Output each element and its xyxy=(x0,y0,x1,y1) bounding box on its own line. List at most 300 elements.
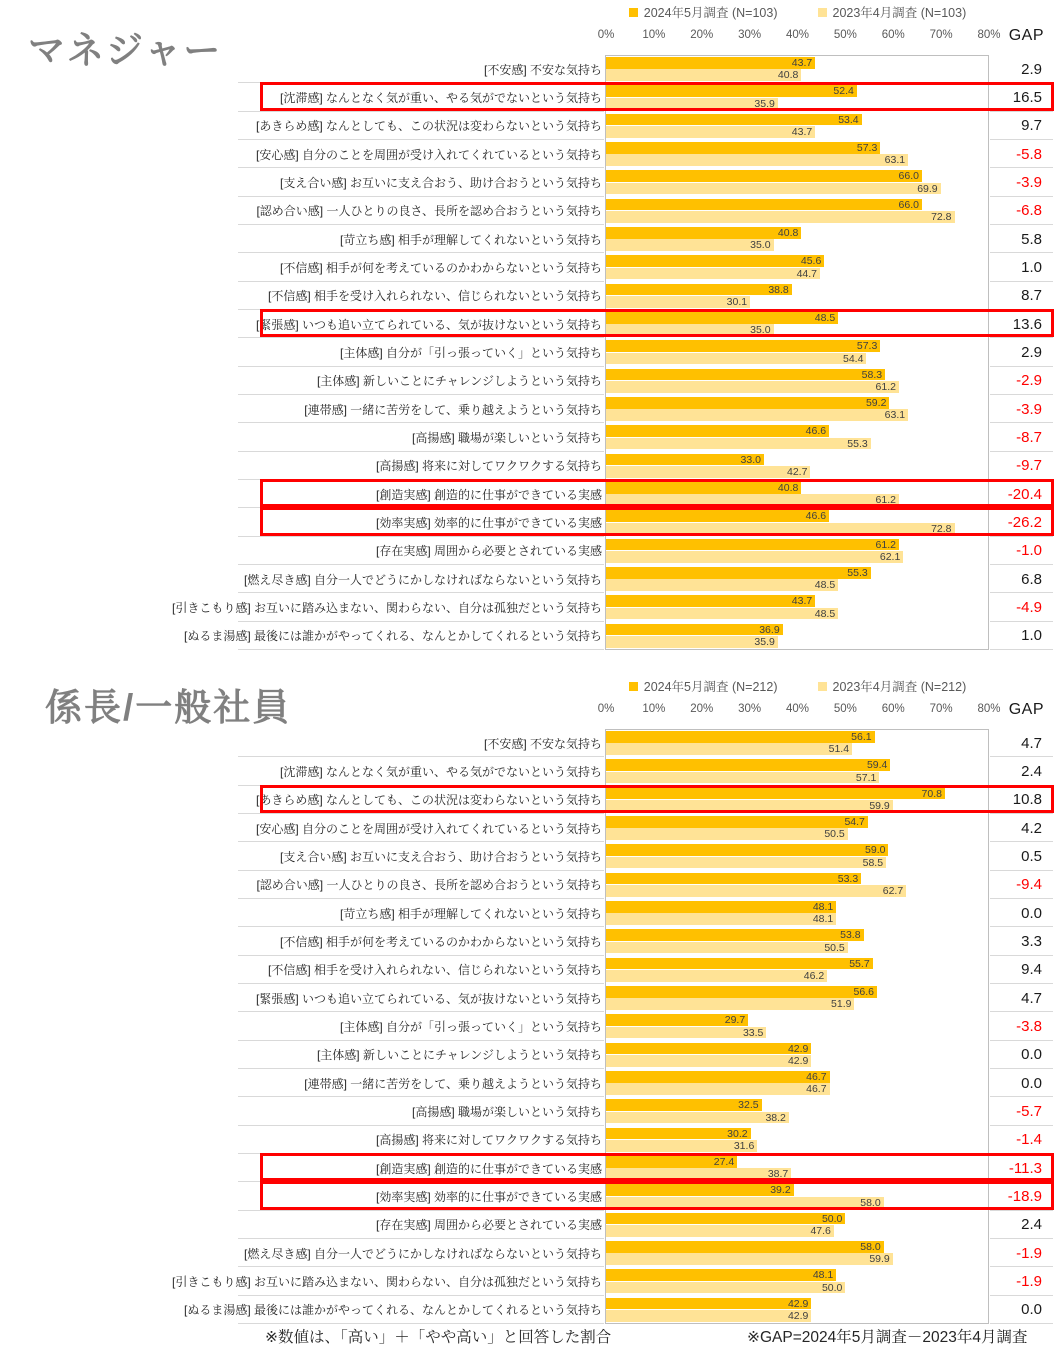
bar-value-label: 50.0 xyxy=(821,1281,843,1294)
bar-group xyxy=(606,423,989,451)
footnote-gap-definition: ※GAP=2024年5月調査－2023年4月調査 xyxy=(747,1329,1028,1346)
bar-2024 xyxy=(606,340,880,352)
bar-value-label: 61.2 xyxy=(875,380,896,393)
gap-value: 5.8 xyxy=(1021,230,1042,248)
bar-value-label: 43.7 xyxy=(791,125,813,138)
bar-value-label: 62.7 xyxy=(882,884,904,897)
bar-value-label: 57.3 xyxy=(856,141,878,154)
bar-value-label: 33.5 xyxy=(742,1026,764,1039)
gap-value: 1.0 xyxy=(1021,627,1042,645)
gap-value: -4.9 xyxy=(1016,598,1042,616)
gap-value: 16.5 xyxy=(1012,88,1042,106)
gap-value: 4.7 xyxy=(1021,734,1042,752)
chart-row xyxy=(0,927,1055,955)
bar-value-label: 35.0 xyxy=(750,324,771,337)
bar-value-label: 38.2 xyxy=(765,1111,786,1124)
chart-row xyxy=(0,814,1055,842)
bar-value-label: 46.7 xyxy=(806,1070,827,1083)
bar-value-label: 50.0 xyxy=(821,1212,843,1225)
bar-value-label: 58.0 xyxy=(860,1196,881,1209)
category-label: [高揚感] 職場が楽しいという気持ち xyxy=(411,430,602,445)
category-label: [沈滞感] なんとなく気が重い、やる気がでないという気持ち xyxy=(279,90,602,105)
bar-group xyxy=(606,899,989,927)
bar-2023 xyxy=(606,409,908,421)
bar-value-label: 35.9 xyxy=(754,97,775,110)
bar-2023 xyxy=(606,1112,789,1124)
bar-value-label: 48.1 xyxy=(812,913,834,926)
bar-value-label: 30.2 xyxy=(727,1127,748,1140)
bar-group xyxy=(606,927,989,955)
chart-staff xyxy=(0,674,1055,1350)
bar-2023 xyxy=(606,268,820,280)
bar-group xyxy=(606,282,989,310)
bar-value-label: 46.2 xyxy=(803,969,825,982)
category-label: [燃え尽き感] 自分一人でどうにかしなければならないという気持ち xyxy=(243,1246,602,1261)
chart-row xyxy=(0,1211,1055,1239)
chart-row xyxy=(0,956,1055,984)
bar-value-label: 57.3 xyxy=(856,340,878,353)
category-label: [存在実感] 周囲から必要とされている実感 xyxy=(375,544,602,559)
bar-group xyxy=(606,1126,989,1154)
bar-group xyxy=(606,112,989,140)
chart-row xyxy=(0,1126,1055,1154)
highlight-box xyxy=(260,1181,1054,1209)
bar-2024 xyxy=(606,1043,811,1055)
category-label: [安心感] 自分のことを周囲が受け入れてくれているという気持ち xyxy=(255,147,602,162)
chart-row xyxy=(0,899,1055,927)
bar-2023 xyxy=(606,1253,893,1265)
bar-group xyxy=(606,1211,989,1239)
gap-value: -11.3 xyxy=(1008,1159,1042,1177)
legend-swatch-2024-icon xyxy=(629,8,638,17)
bar-2023 xyxy=(606,126,815,138)
bar-value-label: 57.1 xyxy=(855,771,877,784)
bar-rows xyxy=(0,55,1055,650)
category-label: [主体感] 自分が「引っ張っていく」という気持ち xyxy=(339,1019,602,1034)
legend-label-2023: 2023年4月調査 (N=212) xyxy=(832,680,967,694)
bar-2023 xyxy=(606,296,750,308)
chart-row xyxy=(0,225,1055,253)
gap-value: 2.9 xyxy=(1021,60,1042,78)
bar-value-label: 38.7 xyxy=(767,1168,789,1181)
bar-value-label: 59.4 xyxy=(866,759,888,772)
gap-value: 0.0 xyxy=(1021,904,1042,922)
bar-group xyxy=(606,253,989,281)
axis-tick-label: 10% xyxy=(642,703,666,715)
bar-2023 xyxy=(606,970,827,982)
bar-value-label: 35.9 xyxy=(754,635,775,648)
axis-tick-label: 70% xyxy=(929,703,953,715)
gap-column-header: GAP xyxy=(1008,701,1044,718)
highlight-box xyxy=(260,1153,1054,1181)
bar-value-label: 46.6 xyxy=(805,510,827,523)
category-label: [燃え尽き感] 自分一人でどうにかしなければならないという気持ち xyxy=(243,572,602,587)
bar-2024 xyxy=(606,539,899,551)
x-axis xyxy=(0,703,1055,720)
chart-row xyxy=(0,112,1055,140)
bar-group xyxy=(606,956,989,984)
category-label: [安心感] 自分のことを周囲が受け入れてくれているという気持ち xyxy=(255,821,602,836)
gap-value: -18.9 xyxy=(1007,1187,1042,1205)
highlight-box xyxy=(260,82,1054,110)
legend-item-2024 xyxy=(629,3,778,21)
bar-value-label: 66.0 xyxy=(898,198,919,211)
bar-2024 xyxy=(606,816,868,828)
legend xyxy=(606,3,989,21)
category-label: [引きこもり感] お互いに踏み込まない、関わらない、自分は孤独だという気持ち xyxy=(171,600,602,615)
bar-value-label: 59.2 xyxy=(865,396,887,409)
gap-value: -5.8 xyxy=(1016,145,1042,163)
chart-row xyxy=(0,757,1055,785)
category-label: [沈滞感] なんとなく気が重い、やる気がでないという気持ち xyxy=(279,764,602,779)
bar-group xyxy=(606,1012,989,1040)
bar-value-label: 51.9 xyxy=(831,998,852,1011)
bar-2023 xyxy=(606,69,801,81)
axis-tick-label: 50% xyxy=(833,29,857,41)
gap-value: 13.6 xyxy=(1012,315,1042,333)
bar-2023 xyxy=(606,154,908,166)
legend-label-2023: 2023年4月調査 (N=103) xyxy=(832,6,967,20)
bar-2023 xyxy=(606,942,848,954)
bar-2023 xyxy=(606,998,854,1010)
gap-value: -1.9 xyxy=(1016,1244,1042,1262)
gap-value: 2.9 xyxy=(1021,343,1042,361)
x-axis xyxy=(0,29,1055,46)
bar-value-label: 62.1 xyxy=(879,550,901,563)
category-label: [主体感] 新しいことにチャレンジしようという気持ち xyxy=(316,1048,602,1063)
chart-title: マネジャー xyxy=(28,30,223,71)
bar-2024 xyxy=(606,873,861,885)
chart-row xyxy=(0,367,1055,395)
bar-2024 xyxy=(606,454,764,466)
bar-value-label: 61.2 xyxy=(875,538,896,551)
gap-value: 10.8 xyxy=(1012,791,1042,809)
bar-value-label: 43.7 xyxy=(791,595,813,608)
gap-value: 1.0 xyxy=(1021,258,1042,276)
bar-value-label: 33.0 xyxy=(740,453,761,466)
highlight-box xyxy=(260,507,1054,535)
axis-tick-label: 80% xyxy=(977,29,1001,41)
gap-value: 0.0 xyxy=(1021,1301,1042,1319)
gap-value: 4.2 xyxy=(1021,819,1042,837)
bar-value-label: 29.7 xyxy=(724,1014,746,1027)
bar-2023 xyxy=(606,239,774,251)
bar-2024 xyxy=(606,397,889,409)
bar-2024 xyxy=(606,986,877,998)
bar-group xyxy=(606,814,989,842)
bar-2024 xyxy=(606,1014,748,1026)
bar-2023 xyxy=(606,438,871,450)
bar-value-label: 63.1 xyxy=(884,409,906,422)
bar-2023 xyxy=(606,608,838,620)
axis-tick-label: 40% xyxy=(785,703,810,715)
bar-value-label: 27.4 xyxy=(713,1155,735,1168)
bar-2024 xyxy=(606,227,801,239)
bar-group xyxy=(606,1041,989,1069)
category-label: [連帯感] 一緒に苦労をして、乗り越えようという気持ち xyxy=(304,1076,602,1091)
bar-value-label: 52.4 xyxy=(833,85,854,98)
bar-group xyxy=(606,225,989,253)
bar-value-label: 56.6 xyxy=(853,985,874,998)
bar-value-label: 38.8 xyxy=(768,283,789,296)
chart-row xyxy=(0,55,1055,83)
bar-2024 xyxy=(606,255,824,267)
category-label: [創造実感] 創造的に仕事ができている実感 xyxy=(375,1161,602,1176)
chart-row xyxy=(0,1267,1055,1295)
gap-value: -2.9 xyxy=(1016,372,1042,390)
bar-2023 xyxy=(606,551,903,563)
gap-value: -26.2 xyxy=(1007,513,1042,531)
bar-value-label: 42.9 xyxy=(787,1309,809,1322)
bar-value-label: 42.9 xyxy=(787,1042,809,1055)
bar-group xyxy=(606,395,989,423)
bar-value-label: 30.1 xyxy=(726,295,748,308)
axis-tick-label: 20% xyxy=(690,29,714,41)
chart-row xyxy=(0,168,1055,196)
category-label: [効率実感] 効率的に仕事ができている実感 xyxy=(375,1189,602,1204)
chart-row xyxy=(0,984,1055,1012)
category-label: [ぬるま湯感] 最後には誰かがやってくれる、なんとかしてくれるという気持ち xyxy=(183,1303,602,1318)
legend xyxy=(606,677,989,695)
bar-group xyxy=(606,168,989,196)
bar-2023 xyxy=(606,828,848,840)
bar-group xyxy=(606,622,989,650)
bar-value-label: 66.0 xyxy=(898,170,919,183)
bar-value-label: 55.7 xyxy=(849,957,870,970)
bar-value-label: 40.8 xyxy=(777,226,799,239)
axis-tick-label: 60% xyxy=(881,29,905,41)
gap-value: 2.4 xyxy=(1021,1216,1042,1234)
bar-value-label: 39.2 xyxy=(770,1184,791,1197)
gap-value: -9.7 xyxy=(1016,457,1042,475)
bar-rows xyxy=(0,729,1055,1324)
bar-2024 xyxy=(606,284,792,296)
category-label: [高揚感] 将来に対してワクワクする気持ち xyxy=(375,459,602,474)
bar-2024 xyxy=(606,929,864,941)
bar-2023 xyxy=(606,1027,766,1039)
bar-value-label: 63.1 xyxy=(884,154,906,167)
bar-value-label: 58.3 xyxy=(861,368,883,381)
bar-value-label: 44.7 xyxy=(796,267,817,280)
gap-value: -9.4 xyxy=(1016,876,1042,894)
bar-group xyxy=(606,197,989,225)
axis-tick-label: 40% xyxy=(785,29,810,41)
gap-value: -3.8 xyxy=(1016,1017,1042,1035)
footnote-values-definition: ※数値は、「高い」＋「やや高い」と回答した割合 xyxy=(265,1329,612,1346)
category-label: [高揚感] 職場が楽しいという気持ち xyxy=(411,1104,602,1119)
bar-group xyxy=(606,1267,989,1295)
axis-tick-label: 10% xyxy=(642,29,666,41)
bar-2024 xyxy=(606,624,783,636)
highlight-box xyxy=(260,309,1054,337)
gap-value: 8.7 xyxy=(1021,287,1042,305)
bar-value-label: 69.9 xyxy=(917,182,938,195)
bar-group xyxy=(606,55,989,83)
row-separator xyxy=(238,649,604,650)
bar-value-label: 72.8 xyxy=(931,210,952,223)
bar-value-label: 47.6 xyxy=(810,1224,831,1237)
category-label: [主体感] 自分が「引っ張っていく」という気持ち xyxy=(339,345,602,360)
bar-value-label: 48.5 xyxy=(814,607,836,620)
bar-2023 xyxy=(606,885,906,897)
bar-value-label: 53.8 xyxy=(840,929,861,942)
bar-group xyxy=(606,367,989,395)
category-label: [苛立ち感] 相手が理解してくれないという気持ち xyxy=(339,906,602,921)
bar-value-label: 50.5 xyxy=(824,828,845,841)
legend-label-2024: 2024年5月調査 (N=212) xyxy=(643,680,778,694)
bar-value-label: 50.5 xyxy=(824,941,845,954)
chart-row xyxy=(0,729,1055,757)
category-label: [あきらめ感] なんとしても、この状況は変わらないという気持ち xyxy=(255,119,602,134)
bar-value-label: 48.5 xyxy=(814,311,836,324)
bar-2024 xyxy=(606,114,862,126)
chart-row xyxy=(0,871,1055,899)
gap-value: -3.9 xyxy=(1016,400,1042,418)
legend-item-2024 xyxy=(629,677,778,695)
chart-row xyxy=(0,452,1055,480)
bar-group xyxy=(606,452,989,480)
bar-2024 xyxy=(606,1298,811,1310)
axis-tick-label: 0% xyxy=(597,29,615,41)
category-label: [存在実感] 周囲から必要とされている実感 xyxy=(375,1218,602,1233)
category-label: [不信感] 相手を受け入れられない、信じられないという気持ち xyxy=(267,289,602,304)
gap-value: 2.4 xyxy=(1021,762,1042,780)
bar-value-label: 61.2 xyxy=(875,494,896,507)
row-separator xyxy=(238,1323,604,1324)
bar-value-label: 59.9 xyxy=(869,1253,890,1266)
bar-group xyxy=(606,871,989,899)
bar-value-label: 72.8 xyxy=(931,522,952,535)
axis-tick-label: 50% xyxy=(833,703,857,715)
bar-value-label: 55.3 xyxy=(847,566,868,579)
bar-value-label: 48.5 xyxy=(814,579,836,592)
bar-value-label: 40.8 xyxy=(777,481,799,494)
chart-title: 係長/一般社員 xyxy=(45,687,292,728)
category-label: [引きこもり感] お互いに踏み込まない、関わらない、自分は孤独だという気持ち xyxy=(171,1274,602,1289)
bar-value-label: 58.0 xyxy=(860,1240,881,1253)
bar-group xyxy=(606,593,989,621)
chart-row xyxy=(0,423,1055,451)
bar-group xyxy=(606,140,989,168)
bar-2023 xyxy=(606,1282,845,1294)
bar-value-label: 45.6 xyxy=(800,255,822,268)
bar-value-label: 42.9 xyxy=(787,1054,809,1067)
category-label: [支え合い感] お互いに支え合おう、助け合おうという気持ち xyxy=(279,849,602,864)
bar-2024 xyxy=(606,57,815,69)
bar-group xyxy=(606,565,989,593)
legend-item-2023 xyxy=(818,677,967,695)
chart-row xyxy=(0,253,1055,281)
bar-2024 xyxy=(606,142,880,154)
bar-value-label: 59.9 xyxy=(869,799,890,812)
bar-2024 xyxy=(606,1128,751,1140)
bar-value-label: 35.0 xyxy=(750,239,771,252)
bar-value-label: 32.5 xyxy=(738,1099,759,1112)
chart-row xyxy=(0,593,1055,621)
axis-tick-label: 70% xyxy=(929,29,953,41)
bar-value-label: 36.9 xyxy=(759,623,780,636)
category-label: [認め合い感] 一人ひとりの良さ、長所を認め合おうという気持ち xyxy=(256,878,602,893)
bar-2023 xyxy=(606,772,879,784)
chart-row xyxy=(0,1097,1055,1125)
category-label: [高揚感] 将来に対してワクワクする気持ち xyxy=(375,1133,602,1148)
bar-group xyxy=(606,984,989,1012)
bar-2024 xyxy=(606,1241,884,1253)
gap-value: -8.7 xyxy=(1016,428,1042,446)
legend-swatch-2023-icon xyxy=(818,8,827,17)
bar-2023 xyxy=(606,636,778,648)
bar-2024 xyxy=(606,1099,762,1111)
bar-value-label: 48.1 xyxy=(812,1269,834,1282)
bar-2024 xyxy=(606,199,922,211)
chart-row xyxy=(0,622,1055,650)
bar-group xyxy=(606,729,989,757)
chart-row xyxy=(0,537,1055,565)
legend-swatch-2023-icon xyxy=(818,682,827,691)
bar-value-label: 46.7 xyxy=(806,1083,827,1096)
chart-row xyxy=(0,565,1055,593)
gap-value: -1.9 xyxy=(1016,1272,1042,1290)
gap-value: -20.4 xyxy=(1007,485,1042,503)
bar-value-label: 40.8 xyxy=(777,69,799,82)
bar-group xyxy=(606,1097,989,1125)
gap-value: -6.8 xyxy=(1016,202,1042,220)
category-label: [不安感] 不安な気持ち xyxy=(483,736,602,751)
bar-2023 xyxy=(606,1055,811,1067)
bar-value-label: 59.0 xyxy=(865,844,886,857)
gap-value: -1.4 xyxy=(1016,1131,1042,1149)
bar-group xyxy=(606,842,989,870)
legend-swatch-2024-icon xyxy=(629,682,638,691)
chart-row xyxy=(0,338,1055,366)
bar-2023 xyxy=(606,1225,834,1237)
chart-row xyxy=(0,1041,1055,1069)
chart-row xyxy=(0,282,1055,310)
axis-tick-label: 30% xyxy=(738,29,762,41)
bar-2024 xyxy=(606,759,890,771)
axis-tick-label: 60% xyxy=(881,703,905,715)
bar-2024 xyxy=(606,901,836,913)
bar-2024 xyxy=(606,425,829,437)
category-label: [苛立ち感] 相手が理解してくれないという気持ち xyxy=(339,232,602,247)
bar-group xyxy=(606,757,989,785)
axis-tick-label: 30% xyxy=(738,703,762,715)
category-label: [ぬるま湯感] 最後には誰かがやってくれる、なんとかしてくれるという気持ち xyxy=(183,629,602,644)
category-label: [効率実感] 効率的に仕事ができている実感 xyxy=(375,515,602,530)
legend-label-2024: 2024年5月調査 (N=103) xyxy=(643,6,778,20)
category-label: [創造実感] 創造的に仕事ができている実感 xyxy=(375,487,602,502)
gap-value: -3.9 xyxy=(1016,173,1042,191)
bar-2024 xyxy=(606,844,888,856)
bar-2024 xyxy=(606,567,871,579)
bar-2023 xyxy=(606,857,886,869)
bar-2023 xyxy=(606,1083,830,1095)
chart-row xyxy=(0,1012,1055,1040)
bar-group xyxy=(606,1069,989,1097)
bar-value-label: 55.3 xyxy=(847,437,868,450)
bar-2023 xyxy=(606,913,836,925)
bar-value-label: 54.7 xyxy=(844,815,865,828)
bar-2023 xyxy=(606,579,838,591)
bar-2023 xyxy=(606,466,810,478)
bar-2024 xyxy=(606,958,873,970)
bar-group xyxy=(606,338,989,366)
gap-value: 4.7 xyxy=(1021,989,1042,1007)
chart-row xyxy=(0,842,1055,870)
axis-tick-label: 20% xyxy=(690,703,714,715)
chart-row xyxy=(0,395,1055,423)
category-label: [連帯感] 一緒に苦労をして、乗り越えようという気持ち xyxy=(304,402,602,417)
